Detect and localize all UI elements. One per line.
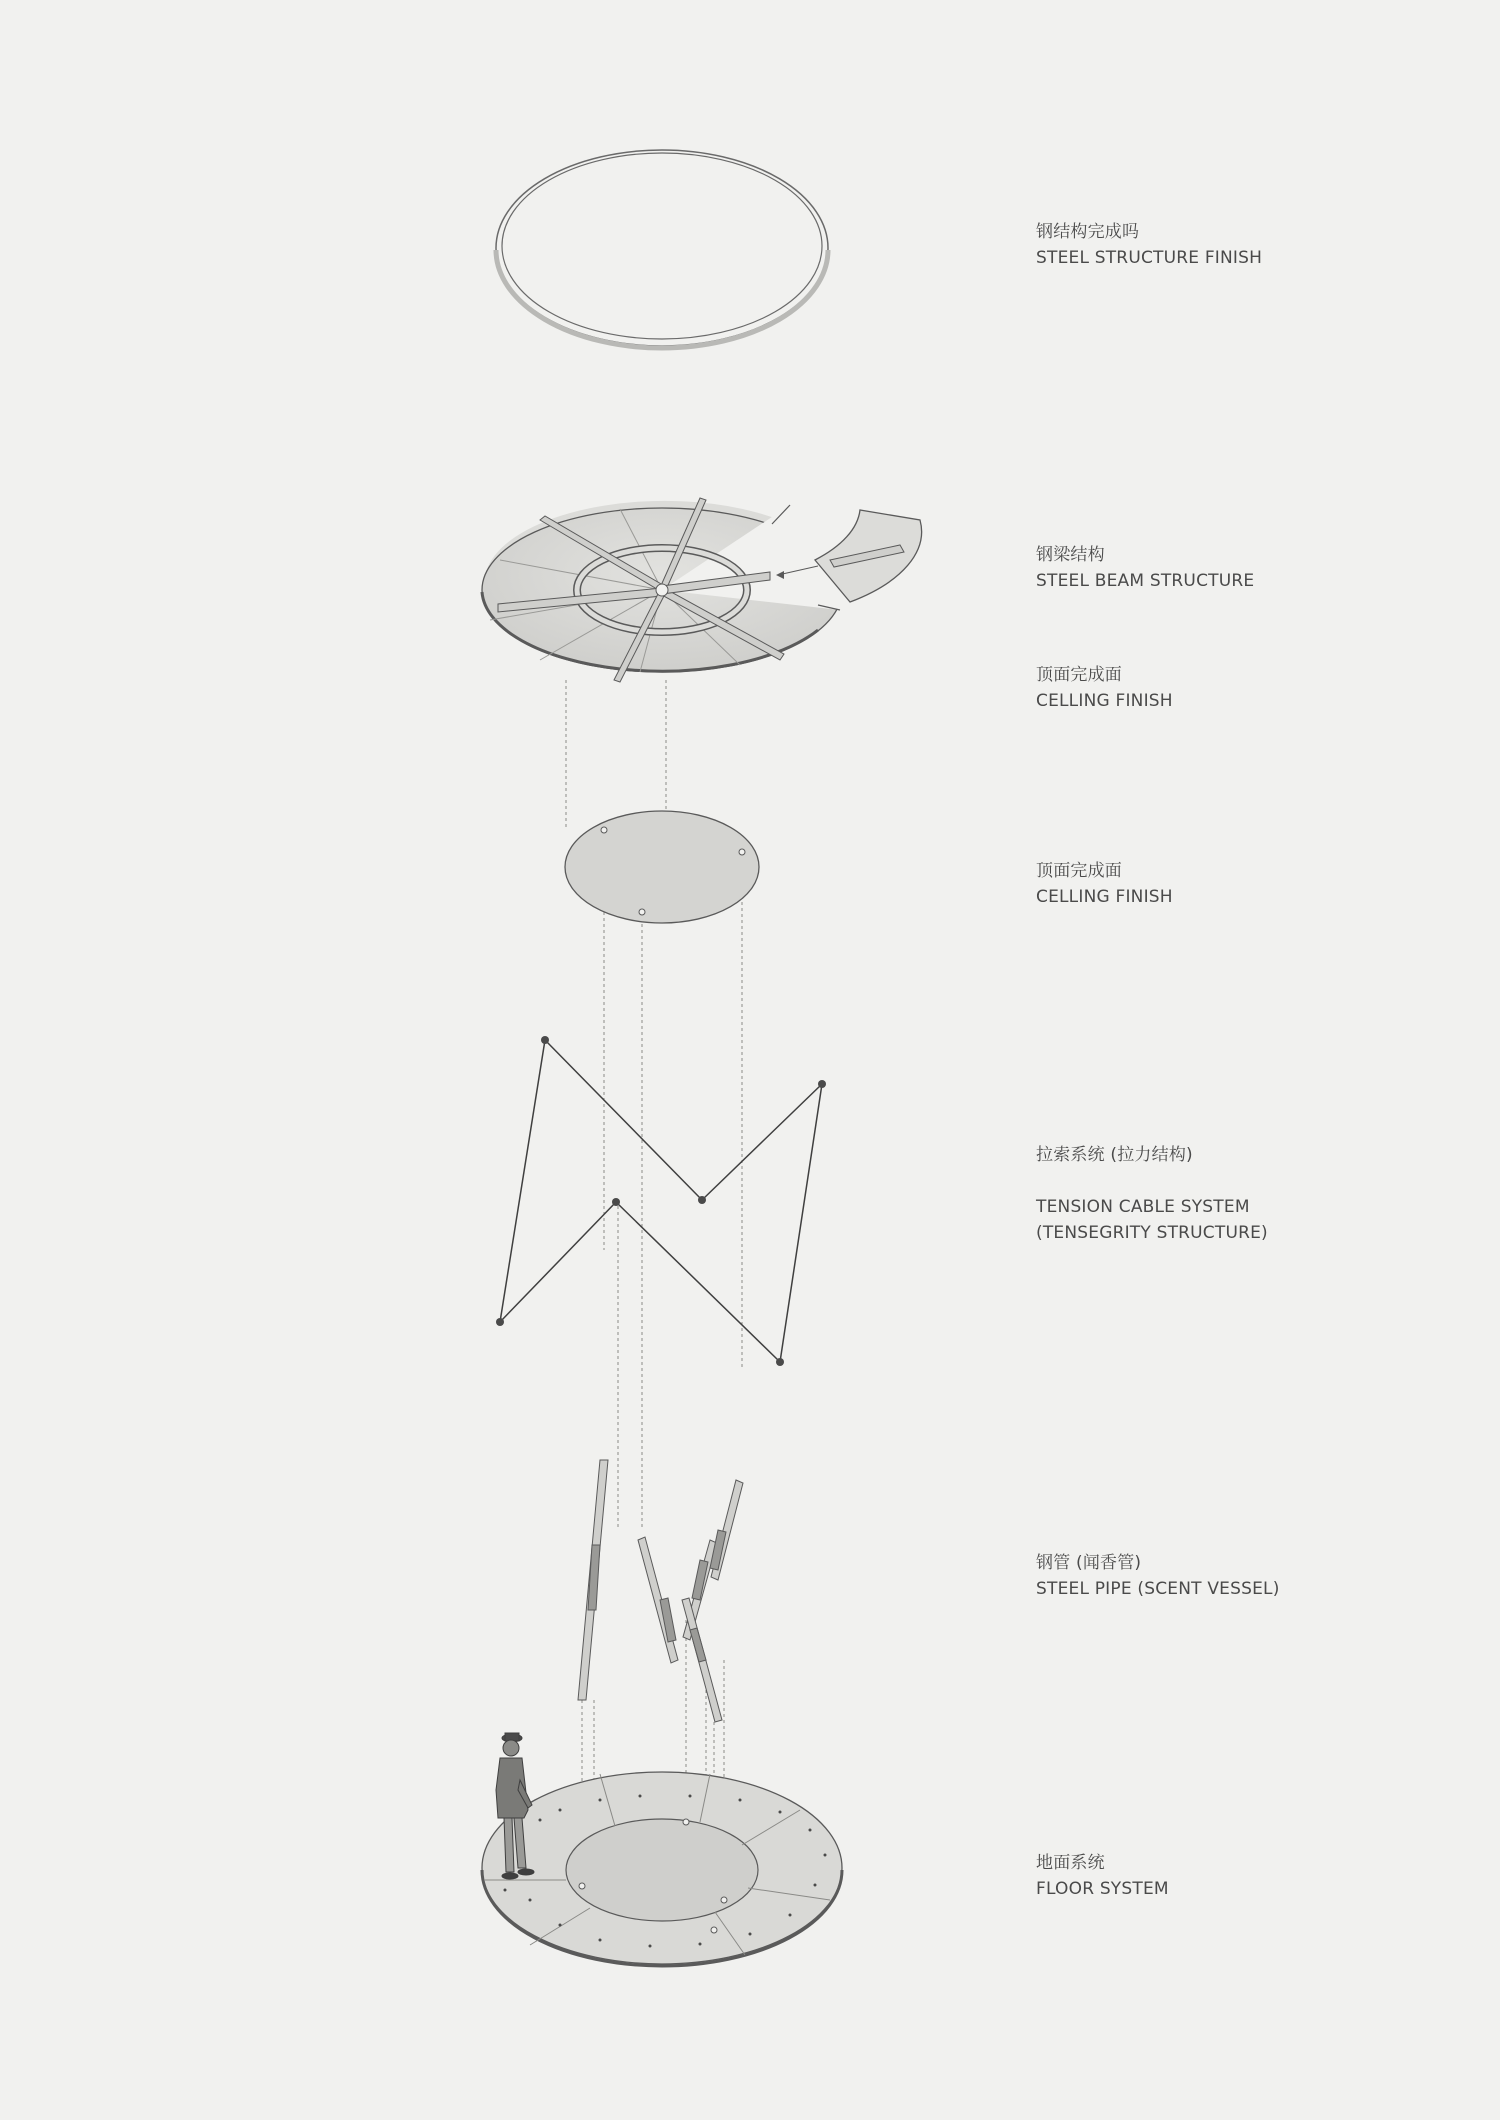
label-en: STEEL PIPE (SCENT VESSEL): [1036, 1579, 1280, 1599]
label-celling-finish-1: [1036, 662, 1173, 714]
steel-pipes: [578, 1460, 743, 1722]
label-zh: 拉索系统 (拉力结构): [1036, 1145, 1193, 1165]
cable-anchors: [496, 1036, 826, 1366]
label-tension-cable-system: [1036, 1142, 1268, 1246]
label-steel-structure-finish: [1036, 219, 1262, 271]
label-floor-system: [1036, 1850, 1169, 1902]
label-zh: 顶面完成面: [1036, 665, 1122, 685]
floor-system-graphic: [482, 1772, 842, 1966]
label-en: STEEL BEAM STRUCTURE: [1036, 571, 1255, 591]
label-celling-finish-2: [1036, 858, 1173, 910]
label-zh: 地面系统: [1036, 1853, 1105, 1873]
label-zh: 顶面完成面: [1036, 861, 1122, 881]
label-en: TENSION CABLE SYSTEM: [1036, 1197, 1250, 1217]
steel-ring: [496, 150, 828, 348]
label-zh: 钢结构完成吗: [1036, 222, 1140, 242]
label-steel-beam-structure: [1036, 542, 1254, 594]
label-en: STEEL STRUCTURE FINISH: [1036, 248, 1263, 268]
label-en: CELLING FINISH: [1036, 887, 1173, 907]
label-steel-pipe: [1036, 1550, 1280, 1602]
label-zh: 钢梁结构: [1036, 545, 1105, 565]
label-en-line2: (TENSEGRITY STRUCTURE): [1036, 1223, 1268, 1243]
label-en: CELLING FINISH: [1036, 691, 1173, 711]
label-en: FLOOR SYSTEM: [1036, 1879, 1169, 1899]
beam-structure: [482, 498, 922, 682]
label-zh: 钢管 (闻香管): [1036, 1553, 1142, 1573]
ceiling-disc: [565, 811, 759, 923]
tension-cables: [500, 1040, 822, 1362]
